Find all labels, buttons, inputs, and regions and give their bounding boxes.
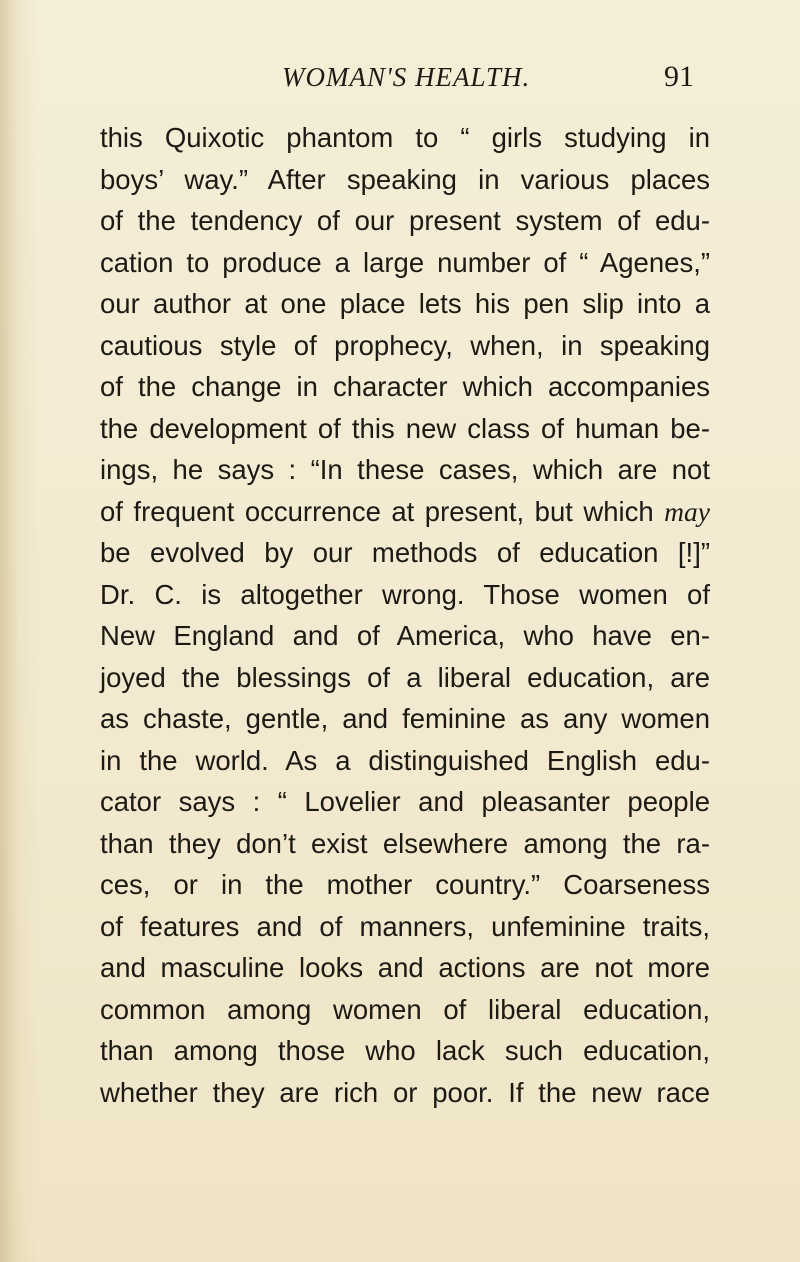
- text-line: of features and of manners, unfeminine traits,: [100, 910, 710, 942]
- page-number: 91: [664, 60, 694, 93]
- running-head-title: WOMAN'S HEALTH.: [282, 62, 531, 92]
- text-line: and masculine looks and actions are not more: [100, 952, 710, 983]
- text-line: whether they are rich or poor. If the new race: [100, 1076, 710, 1108]
- text-line: our author at one place lets his pen slip into a: [100, 288, 710, 319]
- text-line: cator says : “ Lovelier and pleasanter people: [100, 786, 710, 817]
- text-line: in the world. As a distinguished English edu-: [100, 744, 710, 776]
- running-head: [0, 58, 800, 98]
- text-line: joyed the blessings of a liberal education, are: [100, 661, 710, 693]
- text-line: of frequent occurrence at present, but which may: [100, 495, 710, 527]
- text-line: ces, or in the mother country.” Coarseness: [100, 869, 710, 900]
- text-line: ings, he says : “In these cases, which are not: [100, 454, 710, 485]
- text-line: this Quixotic phantom to “ girls studying in: [100, 122, 710, 153]
- text-line: of the tendency of our present system of edu-: [100, 205, 710, 236]
- text-line: than among those who lack such education,: [100, 1035, 710, 1066]
- text-line: New England and of America, who have en-: [100, 620, 710, 651]
- italic-emphasis: may: [664, 495, 710, 527]
- text-line: cautious style of prophecy, when, in speaking: [100, 329, 710, 361]
- text-line: common among women of liberal education,: [100, 993, 710, 1025]
- text-line: boys’ way.” After speaking in various places: [100, 163, 710, 195]
- text-line: Dr. C. is altogether wrong. Those women of: [100, 578, 710, 610]
- body-text: [100, 117, 710, 1113]
- text-line: than they don’t exist elsewhere among the ra-: [100, 827, 710, 859]
- text-line: as chaste, gentle, and feminine as any women: [100, 703, 710, 734]
- text-line: be evolved by our methods of education [!]”: [100, 537, 710, 568]
- text-line: of the change in character which accompanies: [100, 371, 710, 402]
- text-line: cation to produce a large number of “ Agenes,”: [100, 246, 710, 278]
- text-line: the development of this new class of human be-: [100, 412, 710, 444]
